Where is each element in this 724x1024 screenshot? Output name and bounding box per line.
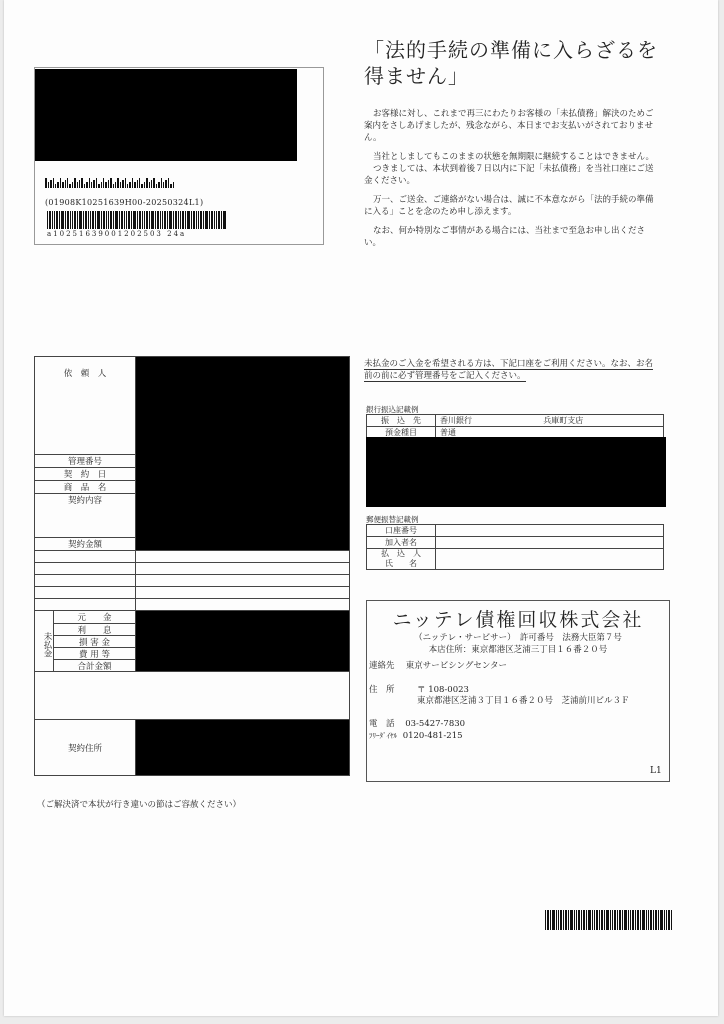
- contract-content-label: 契約内容: [35, 494, 136, 538]
- barcode-bar: [121, 211, 123, 229]
- blank-cell: [136, 551, 350, 563]
- barcode-bar: [547, 910, 549, 930]
- barcode-bar: [69, 184, 71, 188]
- barcode-bar: [671, 910, 672, 930]
- barcode-bar: [96, 178, 97, 188]
- total-label: 合計金額: [77, 662, 112, 672]
- barcode-bar: [146, 178, 148, 188]
- barcode-bar: [72, 182, 73, 188]
- contract-date-label: 契 約 日: [35, 468, 136, 481]
- barcode-bar: [47, 211, 48, 229]
- barcode-bar: [77, 211, 78, 229]
- redacted-amounts: [136, 611, 350, 672]
- barcode-bar: [653, 910, 654, 930]
- barcode-bar: [85, 211, 87, 229]
- transfer-instruction-text: 未払金のご入金を希望される方は、下記口座をご利用ください。なお、お名前の前に必ず管理番号をご記入ください。: [364, 359, 654, 381]
- barcode-bar: [137, 211, 138, 229]
- barcode-bar: [170, 184, 172, 188]
- barcode-bar: [568, 910, 569, 930]
- barcode-bar: [117, 178, 119, 188]
- barcode-bar: [648, 910, 649, 930]
- barcode-bar: [173, 211, 174, 229]
- barcode-bar: [132, 178, 133, 188]
- barcode-bar: [151, 180, 152, 188]
- barcode-bar: [122, 180, 124, 188]
- barcode-bar: [139, 178, 140, 188]
- notice-paragraph: 万一、ご送金、ご連絡がない場合は、誠に不本意ながら「法的手続の準備に入る」ことを念のため申し添えます。: [364, 195, 654, 217]
- barcode-bar: [60, 178, 61, 188]
- blank-cell: [436, 525, 664, 537]
- unpaid-label: 未払金: [35, 611, 54, 671]
- blank-cell: [136, 587, 350, 599]
- barcode-bar: [115, 211, 118, 229]
- redacted-bank-account: [366, 437, 666, 507]
- damages-label: 損 害 金: [54, 636, 135, 648]
- barcode-bar: [565, 910, 567, 930]
- barcode-bar: [149, 182, 150, 188]
- barcode-bar: [218, 211, 220, 229]
- company-box: [366, 600, 670, 782]
- barcode-bar: [198, 211, 199, 229]
- redacted-requester: [136, 357, 350, 551]
- freedial-value: 0120-481-215: [402, 731, 463, 741]
- barcode-bar: [586, 910, 587, 930]
- barcode-bar: [588, 910, 591, 930]
- blank-cell: [35, 563, 136, 575]
- barcode-bar: [642, 910, 645, 930]
- barcode-bar: [72, 211, 73, 229]
- barcode-bar: [574, 910, 575, 930]
- redacted-address: [136, 720, 350, 776]
- barcode-bar: [98, 184, 100, 188]
- redacted-recipient: [35, 69, 297, 161]
- account-no-label: 口座番号: [367, 525, 436, 537]
- barcode-bar: [160, 211, 161, 229]
- barcode-bar: [155, 211, 156, 229]
- barcode-bar: [209, 211, 210, 229]
- barcode-bar: [125, 178, 126, 188]
- barcode-bar: [101, 182, 102, 188]
- barcode-bar: [185, 211, 186, 229]
- blank-cell: [136, 563, 350, 575]
- barcode-bar: [59, 211, 60, 229]
- transfer-instruction: [364, 358, 660, 382]
- barcode-bar: [165, 180, 167, 188]
- company-address-label: 住 所: [369, 685, 395, 695]
- postal-example-label: 郵便振替記載例: [366, 515, 419, 524]
- address-row: [369, 685, 665, 706]
- barcode-bar: [151, 211, 154, 229]
- barcode-bar: [141, 184, 143, 188]
- fees-label: 費 用 等: [54, 648, 135, 660]
- barcode-bar: [576, 910, 577, 930]
- barcode-bar: [583, 910, 585, 930]
- barcode-bar: [666, 910, 667, 930]
- barcode-bar: [223, 211, 226, 229]
- barcode-bar: [77, 182, 78, 188]
- barcode-bar: [86, 182, 88, 188]
- barcode-bar: [612, 910, 613, 930]
- barcode-bar: [105, 182, 107, 188]
- barcode-bar: [62, 182, 64, 188]
- barcode-bar: [50, 180, 52, 188]
- barcode-bar: [200, 211, 202, 229]
- barcode-bar: [119, 211, 120, 229]
- barcode-bar: [606, 910, 609, 930]
- deposit-type: 普通: [436, 427, 664, 439]
- barcode-bar: [129, 182, 131, 188]
- barcode-bar: [581, 910, 582, 930]
- barcode-bar: [113, 211, 114, 229]
- barcode-bar: [637, 910, 639, 930]
- barcode-bar: [115, 182, 116, 188]
- phone-row: [369, 719, 465, 730]
- principal-label: 元 金: [54, 611, 135, 624]
- barcode-bar: [601, 910, 603, 930]
- barcode-bar: [45, 178, 47, 188]
- barcode-bar: [103, 178, 104, 188]
- barcode-bar: [81, 178, 83, 188]
- barcode-bar: [556, 910, 557, 930]
- contract-amount-label: 契約金額: [35, 538, 136, 551]
- barcode-text: a10251639001202503 24a: [47, 230, 187, 238]
- notice-paragraph: 当社としましてもこのままの状態を無期限に継続することはできません。: [373, 152, 655, 162]
- barcode-bar: [120, 182, 121, 188]
- barcode-bar: [640, 910, 641, 930]
- contract-table: [34, 356, 350, 776]
- barcode-bar: [74, 178, 76, 188]
- barcode-bar: [164, 211, 166, 229]
- barcode-bar: [49, 211, 51, 229]
- phone-value: 03-5427-7830: [405, 719, 466, 729]
- barcode-bar: [91, 182, 92, 188]
- barcode-bar: [168, 178, 169, 188]
- postal-barcode: [45, 178, 175, 188]
- barcode-bar: [175, 211, 177, 229]
- blank-cell: [35, 551, 136, 563]
- barcode-bar: [110, 178, 112, 188]
- barcode-bar: [54, 211, 55, 229]
- barcode-bar: [131, 211, 132, 229]
- barcode-bar: [630, 910, 631, 930]
- barcode-bar: [545, 910, 546, 930]
- barcode: [47, 211, 227, 229]
- barcode-bar: [563, 910, 564, 930]
- barcode-bar: [70, 211, 71, 229]
- barcode-bar: [193, 211, 195, 229]
- barcode-bar: [61, 211, 64, 229]
- barcode-bar: [628, 910, 629, 930]
- barcode-bar: [103, 211, 105, 229]
- barcode-bar: [106, 211, 107, 229]
- barcode-bar: [88, 211, 89, 229]
- barcode-bar: [67, 178, 68, 188]
- barcode-bar: [56, 211, 58, 229]
- blank-row: [35, 672, 350, 720]
- contact-label: 連絡先: [369, 661, 395, 671]
- barcode-bar: [592, 910, 593, 930]
- bank-table: [366, 414, 664, 439]
- barcode-bar: [617, 910, 618, 930]
- barcode-bar: [221, 211, 222, 229]
- barcode-bar: [558, 910, 559, 930]
- barcode-bar: [173, 182, 174, 188]
- barcode-bar: [570, 910, 573, 930]
- footnote: （ご解決済で本状が行き違いの節はご容赦ください）: [37, 800, 242, 810]
- company-hq: 本店住所：東京都港区芝浦三丁目１６番２０号: [428, 645, 608, 655]
- bank-name: 香川銀行: [436, 415, 540, 427]
- barcode-bar: [142, 211, 143, 229]
- barcode-bar: [84, 184, 85, 188]
- barcode-bar: [93, 180, 95, 188]
- address-label: 契約住所: [35, 720, 136, 776]
- barcode-bar: [67, 211, 69, 229]
- barcode-bar: [133, 211, 136, 229]
- notice-paragraph: お客様に対し、これまで再三にわたりお客様の「未払債務」解決のためご案内をさしあげましたが、残念ながら、本日までお支払いがされておりません。: [364, 109, 654, 143]
- barcode-bar: [146, 211, 148, 229]
- barcode-bar: [157, 211, 159, 229]
- payer-name-label: [367, 549, 436, 570]
- barcode-bar: [635, 910, 636, 930]
- barcode-bar: [97, 211, 100, 229]
- interest-label: 利 息: [54, 624, 135, 636]
- barcode-bar: [169, 211, 172, 229]
- blank-cell: [35, 599, 136, 611]
- barcode-bar: [95, 211, 96, 229]
- requester-label: 依 頼 人: [35, 357, 136, 455]
- product-label: 商 品 名: [35, 481, 136, 494]
- address-window: [34, 67, 324, 245]
- barcode-bar: [126, 211, 127, 229]
- freedial-row: [369, 731, 463, 742]
- barcode-bar: [137, 180, 138, 188]
- barcode-bar: [596, 910, 598, 930]
- barcode-bar: [604, 910, 605, 930]
- company-sub: （ニッテレ・サービサー） 許可番号 法務大臣第７号: [414, 633, 622, 643]
- barcode-bar: [622, 910, 623, 930]
- barcode-bar: [550, 910, 551, 930]
- barcode-bar: [658, 910, 659, 930]
- barcode-bar: [57, 182, 59, 188]
- barcode-bar: [664, 910, 665, 930]
- barcode-bar: [65, 180, 66, 188]
- barcode-bar: [158, 182, 160, 188]
- barcode-bar: [187, 211, 190, 229]
- barcode-bar: [163, 182, 164, 188]
- barcode-bar: [599, 910, 600, 930]
- bottom-barcode: [545, 910, 673, 930]
- barcode-bar: [156, 184, 157, 188]
- barcode-bar: [134, 182, 136, 188]
- barcode-bar: [92, 211, 94, 229]
- barcode-bar: [162, 211, 163, 229]
- barcode-bar: [632, 910, 634, 930]
- barcode-bar: [668, 910, 670, 930]
- freedial-label: ﾌﾘｰﾀﾞｲﾔﾙ: [369, 732, 397, 740]
- notice-paragraph: なお、何か特別なご事情がある場合には、当社まで至急お申し出ください。: [364, 226, 646, 248]
- blank-cell: [136, 599, 350, 611]
- contact-value: 東京サービシングセンター: [405, 661, 507, 671]
- barcode-bar: [552, 910, 555, 930]
- postal-table: [366, 524, 664, 570]
- barcode-bar: [216, 211, 217, 229]
- barcode-bar: [55, 184, 56, 188]
- barcode-bar: [619, 910, 621, 930]
- barcode-bar: [578, 910, 580, 930]
- company-name: ニッテレ債権回収株式会社: [392, 609, 644, 631]
- barcode-bar: [624, 910, 627, 930]
- barcode-bar: [167, 211, 168, 229]
- barcode-bar: [161, 178, 162, 188]
- contact-row: [369, 661, 507, 672]
- barcode-bar: [594, 910, 595, 930]
- barcode-bar: [203, 211, 204, 229]
- barcode-bar: [178, 211, 179, 229]
- barcode-bar: [614, 910, 616, 930]
- page-mark: L1: [650, 766, 662, 776]
- deposit-type-label: 預金種目: [367, 427, 436, 439]
- barcode-bar: [139, 211, 141, 229]
- postal-code: 〒 108-0023: [417, 685, 469, 695]
- barcode-bar: [182, 211, 184, 229]
- company-address: 東京都港区芝浦３丁目１６番２０号 芝浦前川ビル３Ｆ: [417, 696, 630, 706]
- barcode-bar: [113, 184, 114, 188]
- barcode-bar: [127, 184, 128, 188]
- barcode-bar: [53, 178, 54, 188]
- management-no-label: 管理番号: [35, 455, 136, 468]
- barcode-bar: [65, 211, 66, 229]
- barcode-bar: [108, 211, 109, 229]
- unpaid-breakdown: [35, 611, 136, 672]
- barcode-bar: [610, 910, 611, 930]
- phone-label: 電 話: [369, 719, 395, 729]
- blank-cell: [136, 575, 350, 587]
- barcode-bar: [646, 910, 647, 930]
- barcode-bar: [655, 910, 657, 930]
- barcode-bar: [660, 910, 663, 930]
- barcode-bar: [52, 211, 53, 229]
- barcode-bar: [144, 211, 145, 229]
- barcode-bar: [48, 182, 49, 188]
- barcode-bar: [180, 211, 181, 229]
- barcode-bar: [79, 211, 82, 229]
- barcode-bar: [90, 211, 91, 229]
- blank-cell: [436, 549, 664, 570]
- subscriber-label: 加入者名: [367, 537, 436, 549]
- barcode-bar: [128, 211, 130, 229]
- barcode-bar: [153, 178, 155, 188]
- barcode-bar: [149, 211, 150, 229]
- barcode-bar: [205, 211, 208, 229]
- blank-cell: [35, 587, 136, 599]
- barcode-bar: [211, 211, 213, 229]
- notice-paragraph: つきましては、本状到着後７日以内に下記「未払債務」を当社口座にご送金ください。: [364, 164, 654, 186]
- payer-label: 払 込 人: [381, 549, 421, 558]
- barcode-bar: [144, 182, 145, 188]
- tracking-code: (01908K10251639H00-20250324L1): [45, 198, 204, 207]
- barcode-bar: [650, 910, 652, 930]
- notice-body: [364, 108, 656, 256]
- barcode-bar: [83, 211, 84, 229]
- barcode-bar: [110, 211, 112, 229]
- letter-page: [4, 0, 718, 1016]
- transfer-to-label: 振 込 先: [367, 415, 436, 427]
- barcode-bar: [214, 211, 215, 229]
- blank-cell: [436, 537, 664, 549]
- barcode-bar: [89, 178, 90, 188]
- barcode-bar: [560, 910, 562, 930]
- barcode-bar: [191, 211, 192, 229]
- branch-name: 兵庫町支店: [539, 415, 663, 427]
- barcode-bar: [101, 211, 102, 229]
- barcode-bar: [124, 211, 125, 229]
- barcode-bar: [196, 211, 197, 229]
- bank-example-label: 銀行振込記載例: [366, 405, 419, 414]
- barcode-bar: [108, 180, 109, 188]
- blank-cell: [35, 575, 136, 587]
- barcode-bar: [74, 211, 76, 229]
- notice-title: 「法的手続の準備に入らざるを得ません」: [364, 38, 658, 88]
- barcode-bar: [79, 180, 80, 188]
- name-label: 氏 名: [385, 559, 417, 568]
